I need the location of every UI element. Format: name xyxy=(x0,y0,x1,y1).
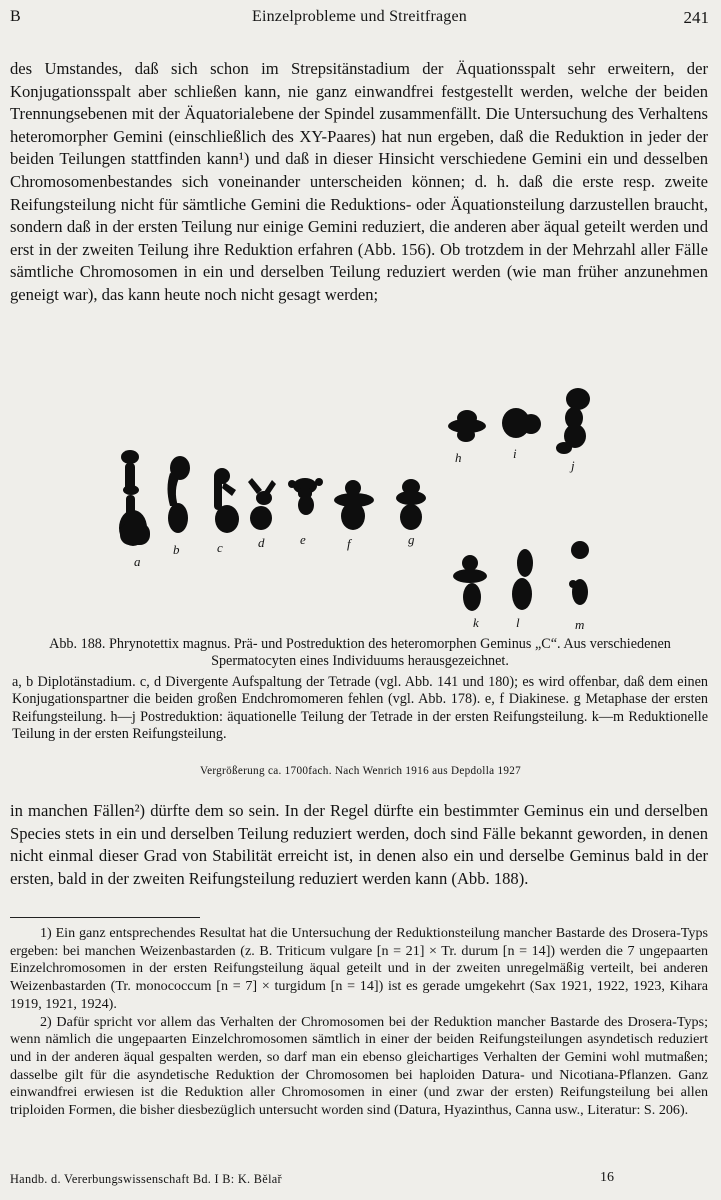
chromosome-m xyxy=(569,541,589,605)
chromosome-k xyxy=(453,555,487,611)
chromosome-l xyxy=(512,549,533,610)
figure-label-f: f xyxy=(347,536,351,551)
figure-label-h: h xyxy=(455,450,462,465)
footnote-2: 2) Dafür spricht vor allem das Verhalten der Chromosomen bei der Reduktion mancher Bastarde des Drosera-Typs; wenn nämlich die ungepaarten Einzelchromosomen sämtlich in einer der beiden Reifungsteilungen asyndetisch reduziert und in der anderen äqual gespalten werden, so darf man ein ebenso gleichartiges Verhalten der Gemini wohl mutmaßen; dasselbe gilt für die asyndetische Reduktion der Chromosomen bei haploiden Datura- und Nicotiana-Pflanzen. Ganz einwandfrei erwiesen ist die Reduktion aller Chromosomen in einer (und zwar der ersten) Reifungsteilung bei allen triploiden Formen, die bisher diesbezüglich untersucht worden sind (Datura, Hyazinthus, Canna usw., Literatur: S. 206). xyxy=(10,1013,708,1119)
chromosome-figure xyxy=(0,378,721,638)
running-title: Einzelprobleme und Streitfragen xyxy=(251,8,467,25)
figure-credit: Vergrößerung ca. 1700fach. Nach Wenrich 1916 aus Depdolla 1927 xyxy=(199,765,522,777)
section-letter: B xyxy=(10,8,21,25)
chromosome-c xyxy=(214,468,239,533)
chromosome-e xyxy=(288,478,323,515)
footnotes xyxy=(10,925,708,1120)
chromosome-a xyxy=(119,450,150,546)
figure-label-g: g xyxy=(408,532,415,547)
page-number: 241 xyxy=(683,8,709,27)
figure-label-d: d xyxy=(258,535,265,550)
figure-label-e: e xyxy=(300,532,306,547)
body-paragraph-1: des Umstandes, daß sich schon im Strepsitänstadium der Äquationsspalt sehr erweitern, der Konjugationsspalt aber schließen kann, nie ganz einwandfrei festgestellt werden, welche der beiden Trennungsebenen mit der Äquatorialebene der Spindel zusammenfällt. Die Untersuchung des Verhaltens heteromorpher Gemini (einschließlich des XY-Paares) hat nun ergeben, daß die Reduktion in jeder der beiden Teilungen stattfinden kann¹) und daß in dieser Hinsicht verschiedene Gemini ein und desselben Chromosomenbestandes sich voneinander unterscheiden können; d. h. daß die erste resp. zweite Reifungsteilung nicht für sämtliche Gemini die Reduktions- oder Äquationsteilung darzustellen braucht, sondern daß in der ersten Teilung nur einige Gemini reduziert, die anderen aber äqual geteilt werden und erst in der zweiten Teilung ihre Reduktion erfahren (Abb. 156). Ob trotzdem in der Mehrzahl aller Fälle sämtliche Chromosomen in ein und derselben Teilung reduziert werden (wie man früher anzunehmen geneigt war), das kann heute noch nicht gesagt werden; xyxy=(10,59,708,304)
chromosome-g xyxy=(396,479,426,530)
signature-mark: 16 xyxy=(600,1170,614,1185)
figure-label-c: c xyxy=(217,540,223,555)
footer-imprint: Handb. d. Vererbungswissenschaft Bd. I B: K. Bělař xyxy=(10,1172,282,1186)
chromosome-b xyxy=(168,456,191,533)
figure-caption-body: a, b Diplotänstadium. c, d Divergente Aufspaltung der Tetrade (vgl. Abb. 141 und 180); es wird offenbar, daß dem einen Konjugationspartner die beiden großen Endchromomeren fehlen (vgl. Abb. 178). e, f Diakinese. g Metaphase der ersten Reifungsteilung. h—j Postreduktion: äquationelle Teilung der Tetrade in der ersten Reifungsteilung. k—m Reduktionelle Teilung in der ersten Reifungsteilung. xyxy=(12,674,708,743)
figure-label-i: i xyxy=(513,446,517,461)
footnote-rule xyxy=(10,917,200,918)
footnote-1: 1) Ein ganz entsprechendes Resultat hat die Untersuchung der Reduktionsteilung mancher Bastarde des Drosera-Typs ergeben: bei manchen Weizenbastarden (z. B. Triticum vulgare [n = 21] × Tr. durum [n = 14]) werden die 7 ungepaarten Einzelchromosomen in der ersten Reifungsteilung äqual geteilt und in der zweiten unregelmäßig verteilt, bei anderen Weizenbastarden (Tr. monococcum [n = 7] × turgidum [n = 14]) ist es gerade umgekehrt (Sax 1921, 1922, 1923, Kihara 1919, 1921, 1924). xyxy=(10,925,708,1012)
figure-label-m: m xyxy=(575,617,585,632)
figure-label-a: a xyxy=(134,554,141,569)
figure-label-l: l xyxy=(516,615,520,630)
figure-label-j: j xyxy=(571,458,575,473)
chromosome-d xyxy=(248,478,276,530)
chromosome-i xyxy=(502,408,541,438)
figure-label-b: b xyxy=(173,542,180,557)
chromosome-h xyxy=(448,410,486,442)
running-header xyxy=(10,8,709,34)
figure-label-k: k xyxy=(473,615,479,630)
figure-caption-title: Abb. 188. Phrynotettix magnus. Prä- und Postreduktion des heteromorphen Geminus „C“. Aus verschiedenen Spermatocyten eines Individuums herausgezeichnet. xyxy=(49,636,671,670)
body-paragraph-2: in manchen Fällen²) dürfte dem so sein. In der Regel dürfte ein bestimmter Geminus ein und derselben Species stets in ein und derselben Teilung reduziert werden, doch sind Fälle bekannt geworden, in denen nicht einmal dieser Grad von Stabilität erreicht ist, in denen also ein und derselbe Geminus bald in der ersten, bald in der zweiten Reifungsteilung reduziert werden kann (Abb. 188). xyxy=(10,801,708,888)
chromosome-j xyxy=(556,388,590,454)
chromosome-f xyxy=(334,480,374,530)
